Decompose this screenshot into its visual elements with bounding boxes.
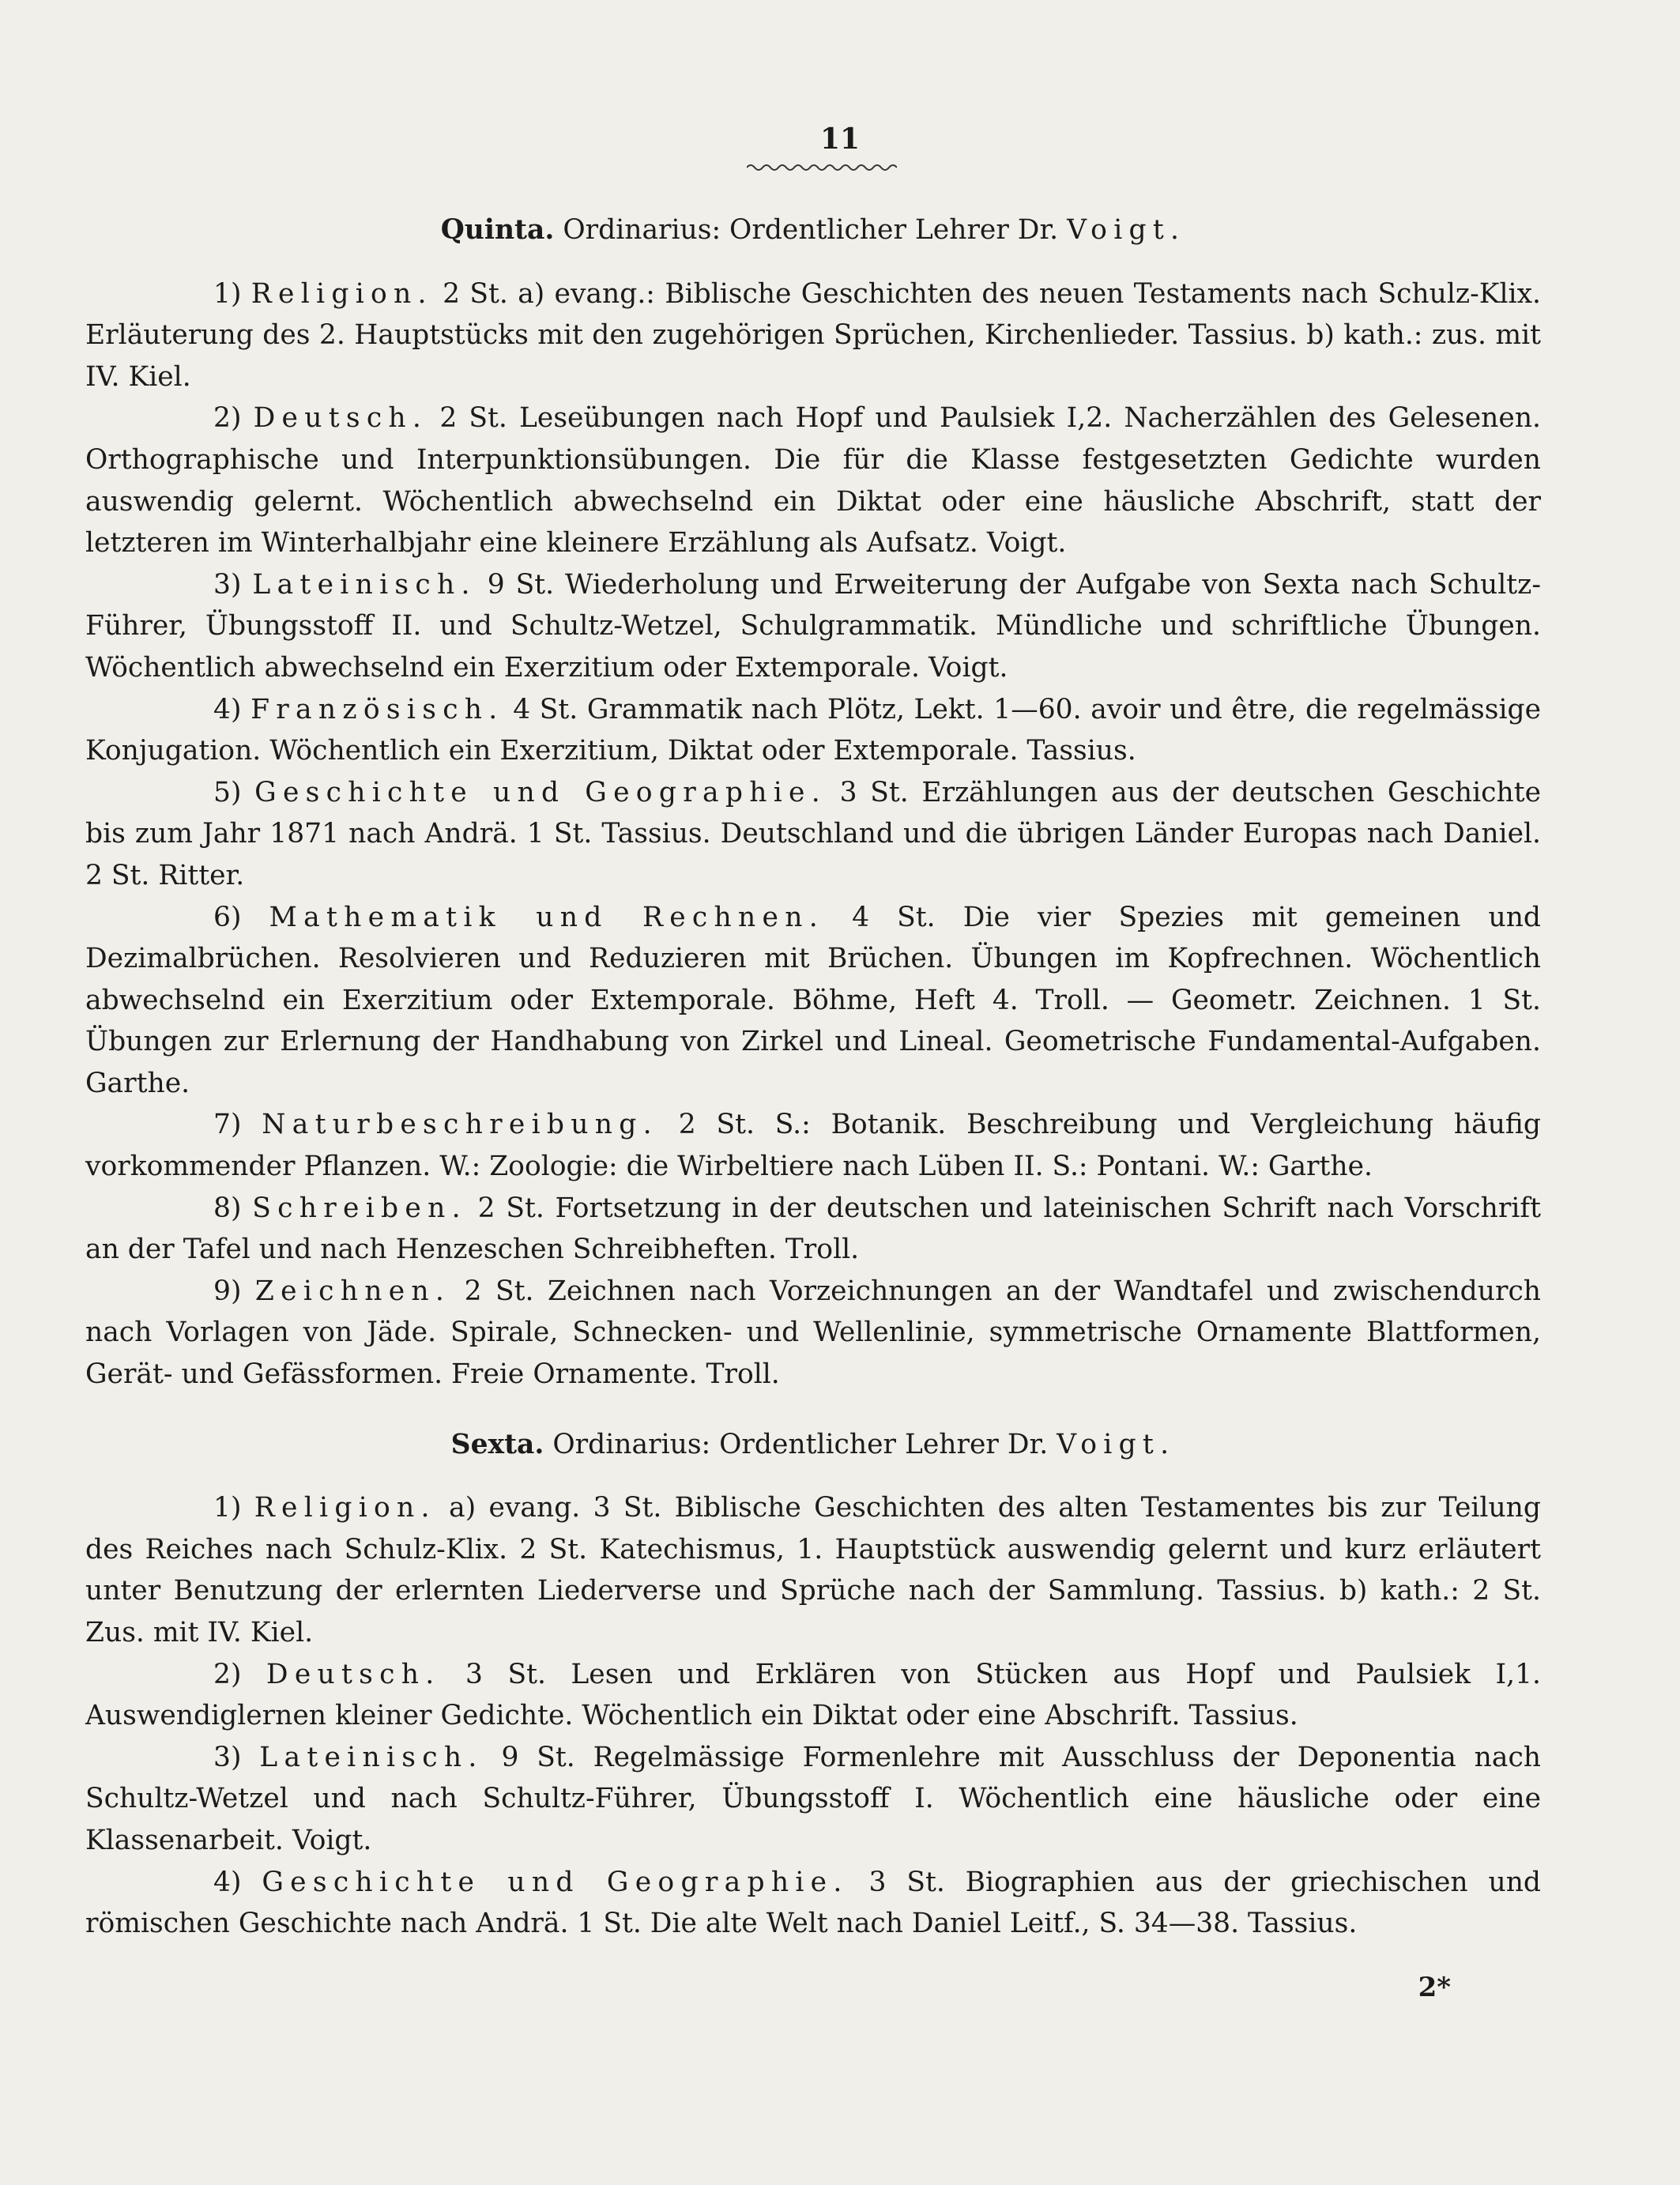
quinta-subject-geschichte: 5) Geschichte und Geographie. 3 St. Erzählungen aus der deutschen Geschichte bis zum Jahr 1871 nach Andrä. 1 St. Tassius. Deutschland und die übrigen Länder Europas nach Daniel. 2 St. Ritter. bbox=[85, 776, 1542, 891]
page-number: 11 bbox=[819, 122, 861, 156]
sexta-subject-religion: 1) Religion. a) evang. 3 St. Biblische Geschichten des alten Testamentes bis zur Teilung des Reiches nach Schulz-Klix. 2 St. Katechismus, 1. Hauptstück auswendig gelernt und kurz erläutert unter Benutzung der erlernten Liederverse und Sprüche nach der Sammlung. Tassius. b) kath.: 2 St. Zus. mit IV. Kiel. bbox=[85, 1492, 1541, 1648]
quinta-subject-deutsch: 2) Deutsch. 2 St. Leseübungen nach Hopf und Paulsiek I,2. Nacherzählen des Gelesenen. Orthographische und Interpunktionsübungen. Die für die Klasse festgesetzten Gedichte wurden auswendig gelernt. Wöchentlich abwechselnd ein Diktat oder eine häusliche Abschrift, statt der letzteren im Winterhalbjahr eine kleinere Erzählung als Aufsatz. Voigt. bbox=[85, 402, 1542, 559]
sexta-subjects bbox=[85, 1487, 1541, 1945]
sexta-teacher: Voigt. bbox=[1057, 1428, 1176, 1460]
sexta-subject-deutsch: 2) Deutsch. 3 St. Lesen und Erklären von Stücken aus Hopf und Paulsiek I,1. Auswendiglernen kleiner Gedichte. Wöchentlich ein Diktat oder eine Abschrift. Tassius. bbox=[85, 1658, 1542, 1732]
quinta-class-name: Quinta. bbox=[440, 214, 555, 246]
quinta-subject-franzoesisch: 4) Französisch. 4 St. Grammatik nach Plötz, Lekt. 1—60. avoir und être, die regelmässige Konjugation. Wöchentlich ein Exerzitium, Diktat oder Extemporale. Tassius. bbox=[85, 693, 1541, 767]
quinta-heading bbox=[85, 209, 1541, 251]
body-text bbox=[85, 209, 1541, 1945]
sexta-ordinarius: Ordinarius: Ordentlicher Lehrer Dr. bbox=[552, 1428, 1049, 1460]
signature-mark: 2* bbox=[1418, 1972, 1451, 2003]
decorative-wavy-rule bbox=[747, 162, 897, 173]
sexta-subject-lateinisch: 3) Lateinisch. 9 St. Regelmässige Formenlehre mit Ausschluss der Deponentia nach Schultz-Wetzel und nach Schultz-Führer, Übungsstoff I. Wöchentlich eine häusliche oder eine Klassenarbeit. Voigt. bbox=[85, 1741, 1542, 1856]
sexta-class-name: Sexta. bbox=[450, 1428, 544, 1460]
quinta-subject-schreiben: 8) Schreiben. 2 St. Fortsetzung in der deutschen und lateinischen Schrift nach Vorschrift an der Tafel und nach Henzeschen Schreibheften. Troll. bbox=[85, 1192, 1541, 1266]
sexta-heading bbox=[85, 1424, 1541, 1466]
quinta-subject-zeichnen: 9) Zeichnen. 2 St. Zeichnen nach Vorzeichnungen an der Wandtafel und zwischendurch nach Vorlagen von Jäde. Spirale, Schnecken- und Wellenlinie, symmetrische Ornamente Blattformen, Gerät- und Gefässformen. Freie Ornamente. Troll. bbox=[85, 1275, 1542, 1391]
quinta-ordinarius: Ordinarius: Ordentlicher Lehrer Dr. bbox=[563, 214, 1059, 246]
quinta-subject-naturbeschreibung: 7) Naturbeschreibung. 2 St. S.: Botanik. Beschreibung und Vergleichung häufig vorkommender Pflanzen. W.: Zoologie: die Wirbeltiere nach Lüben II. S.: Pontani. W.: Garthe. bbox=[85, 1109, 1542, 1183]
quinta-teacher: Voigt. bbox=[1067, 214, 1186, 246]
quinta-subject-mathematik: 6) Mathematik und Rechnen. 4 St. Die vier Spezies mit gemeinen und Dezimalbrüchen. Resolvieren und Reduzieren mit Brüchen. Übungen im Kopfrechnen. Wöchentlich abwechselnd ein Exerzitium oder Extemporale. Böhme, Heft 4. Troll. — Geometr. Zeichnen. 1 St. Übungen zur Erlernung der Handhabung von Zirkel und Lineal. Geometrische Fundamental-Aufgaben. Garthe. bbox=[85, 901, 1542, 1099]
sexta-subject-geschichte: 4) Geschichte und Geographie. 3 St. Biographien aus der griechischen und römischen Geschichte nach Andrä. 1 St. Die alte Welt nach Daniel Leitf., S. 34—38. Tassius. bbox=[85, 1866, 1541, 1940]
quinta-subjects bbox=[85, 273, 1541, 1396]
quinta-subject-lateinisch: 3) Lateinisch. 9 St. Wiederholung und Erweiterung der Aufgabe von Sexta nach Schultz-Führer, Übungsstoff II. und Schultz-Wetzel, Schulgrammatik. Mündliche und schriftliche Übungen. Wöchentlich abwechselnd ein Exerzitium oder Extemporale. Voigt. bbox=[85, 568, 1541, 684]
quinta-subject-religion: 1) Religion. 2 St. a) evang.: Biblische Geschichten des neuen Testaments nach Schulz-Klix. Erläuterung des 2. Hauptstücks mit den zugehörigen Sprüchen, Kirchenlieder. Tassius. b) kath.: zus. mit IV. Kiel. bbox=[85, 277, 1542, 393]
